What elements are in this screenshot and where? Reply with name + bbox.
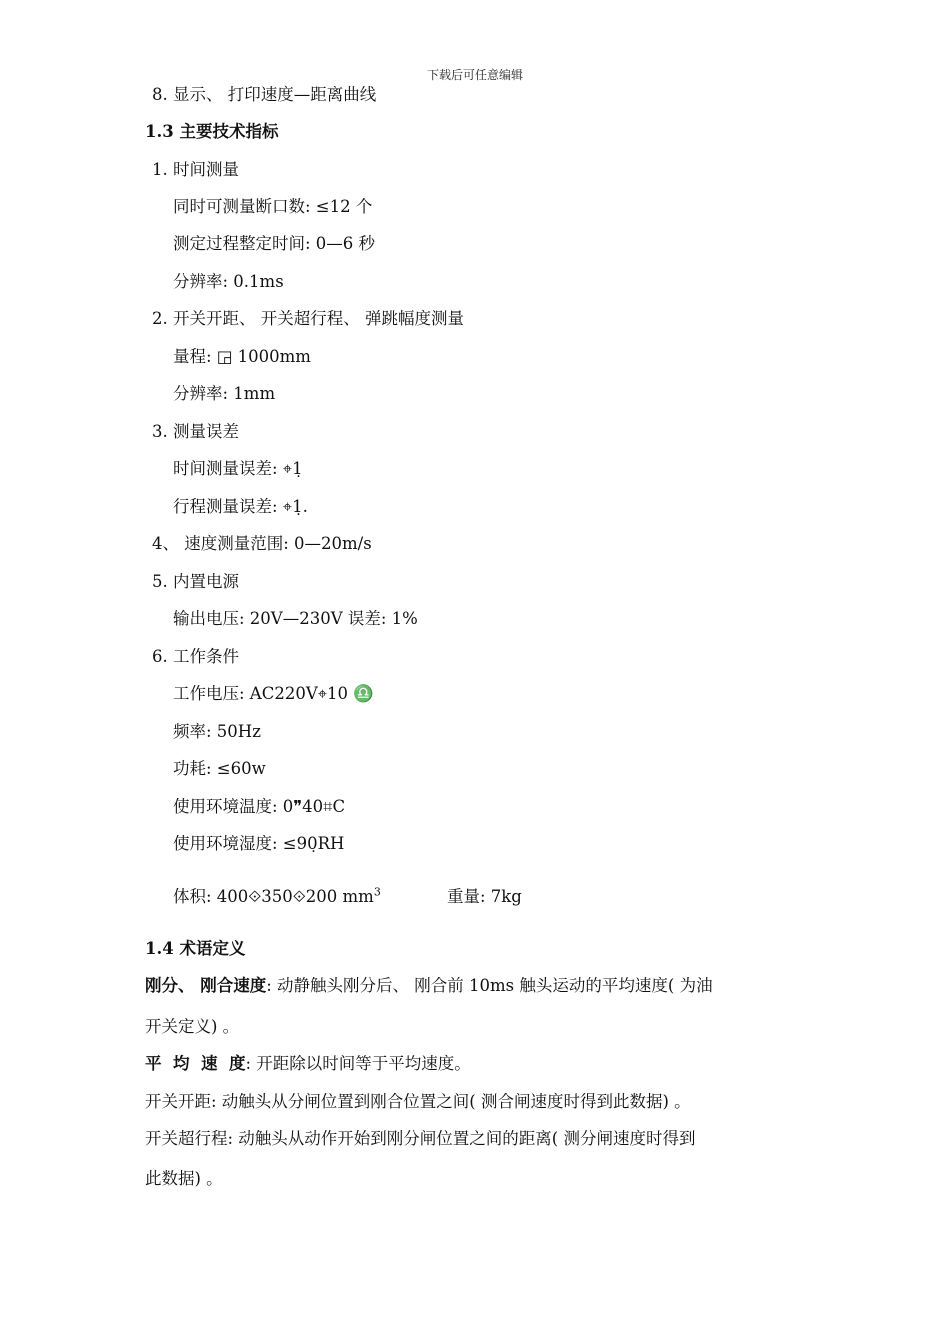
- definition-1: [145, 975, 713, 997]
- volume-unit-exponent: 3: [373, 885, 381, 899]
- spec-1-line-3: 分辨率: 0.1ms: [173, 272, 284, 291]
- spec-6-line-1: 工作电压: AC220V⌖10 ♎: [173, 684, 374, 703]
- spec-2-line-1: 量程: ◲ 1000mm: [173, 347, 311, 366]
- spec-1-line-1: 同时可测量断口数: ≤12 个: [173, 197, 373, 216]
- spec-2-line-2: 分辨率: 1mm: [173, 384, 276, 403]
- spec-3-line-2: 行程测量误差: ⌖1̣.: [173, 497, 308, 516]
- spec-3-line-1: 时间测量误差: ⌖1̣: [173, 459, 303, 478]
- item-8: 8. 显示、 打印速度—距离曲线: [152, 85, 377, 104]
- weight-line: 重量: 7kg: [447, 887, 522, 906]
- definition-2-term: 平 均 速 度: [145, 1054, 246, 1073]
- spec-6-title: 6. 工作条件: [152, 647, 239, 666]
- definition-1-continued: 开关定义) 。: [145, 1017, 240, 1036]
- definition-4: 开关超行程: 动触头从动作开始到刚分闸位置之间的距离( 测分闸速度时得到: [145, 1129, 696, 1148]
- definition-4-continued: 此数据) 。: [145, 1169, 223, 1188]
- volume-line: [173, 886, 381, 908]
- spec-1-line-2: 测定过程整定时间: 0—6 秒: [173, 234, 376, 253]
- section-1-4-title: 1.4 术语定义: [145, 939, 246, 958]
- spec-3-title: 3. 测量误差: [152, 422, 239, 441]
- spec-6-line-3: 功耗: ≤60w: [173, 759, 266, 778]
- spec-4-title: 4、 速度测量范围: 0—20m/s: [152, 534, 372, 553]
- spec-5-title: 5. 内置电源: [152, 572, 239, 591]
- spec-6-line-4: 使用环境温度: 0❞40⌗C: [173, 797, 346, 816]
- spec-6-line-5: 使用环境湿度: ≤90̣RH: [173, 834, 345, 853]
- definition-2: [145, 1053, 471, 1075]
- spec-1-title: 1. 时间测量: [152, 160, 239, 179]
- header-note: 下载后可任意编辑: [426, 68, 523, 82]
- spec-5-line-1: 输出电压: 20V—230V 误差: 1%: [173, 609, 418, 628]
- definition-1-term: 刚分、 刚合速度: [145, 976, 267, 995]
- definition-1-text: : 动静触头刚分后、 刚合前 10ms 触头运动的平均速度( 为油: [266, 976, 713, 995]
- volume-text: 体积: 400⟐350⟐200 mm: [173, 887, 374, 906]
- definition-3: 开关开距: 动触头从分闸位置到刚合位置之间( 测合闸速度时得到此数据) 。: [145, 1092, 691, 1111]
- spec-2-title: 2. 开关开距、 开关超行程、 弹跳幅度测量: [152, 309, 464, 328]
- definition-2-text: : 开距除以时间等于平均速度。: [245, 1054, 471, 1073]
- spec-6-line-2: 频率: 50Hz: [173, 722, 261, 741]
- section-1-3-title: 1.3 主要技术指标: [145, 122, 279, 141]
